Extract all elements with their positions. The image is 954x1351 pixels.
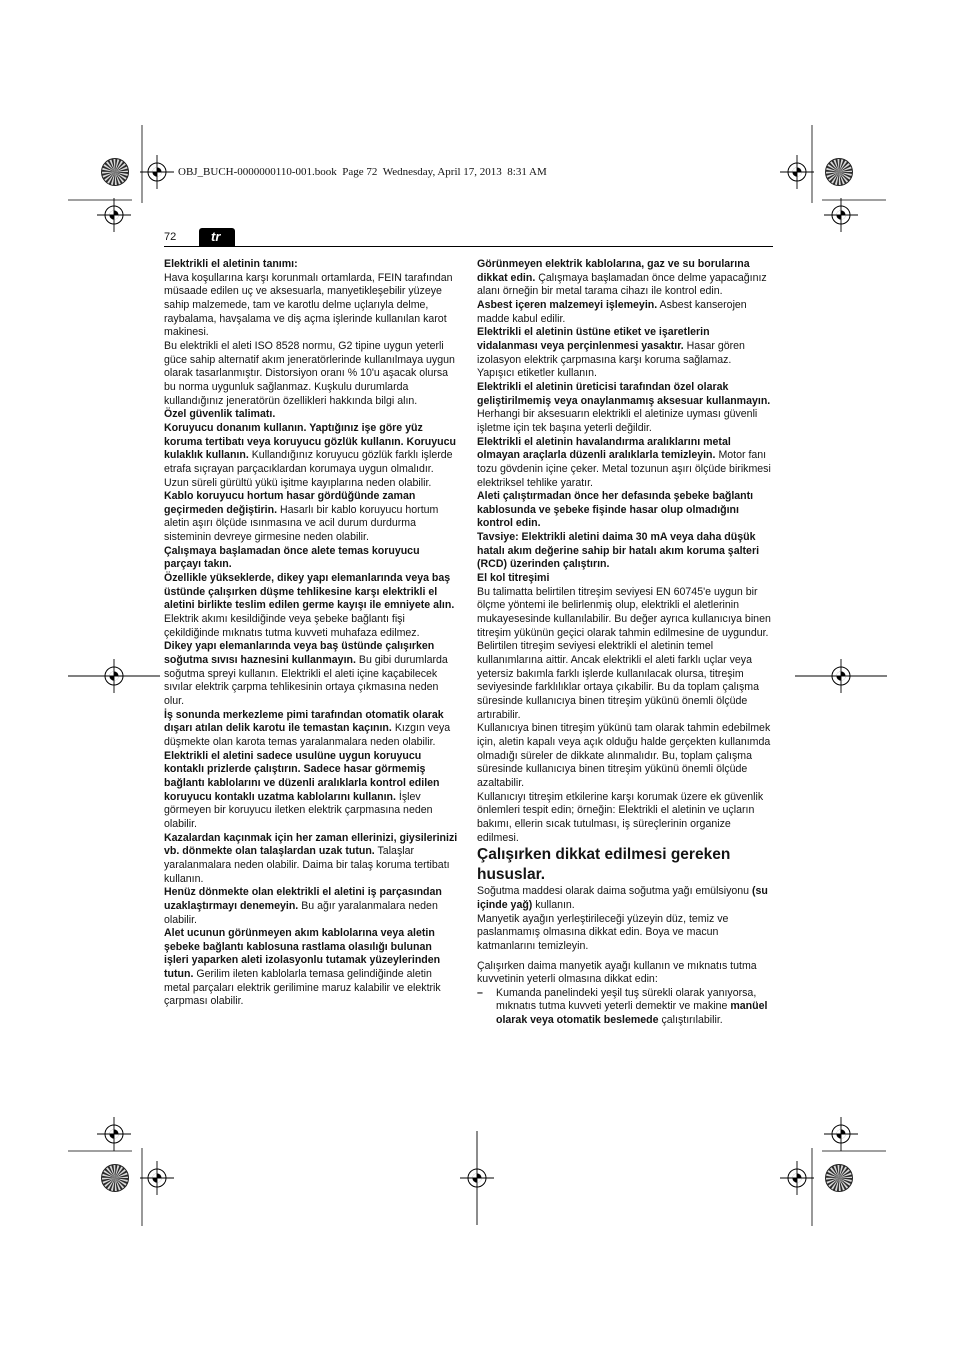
registration-target [97,198,131,232]
paragraph [477,885,771,912]
target-quadrant [109,671,114,676]
list-item-text: Kumanda panelindeki yeşil tuş sürekli olarak yanıyorsa, mıknatıs tutma kuvveti yeterli demektir ve makine [496,986,757,1013]
instruction-bold: Aleti çalıştırmadan önce her defasında şebeke bağlantı kablosunda ve şebeke fişinde hasar olup olmadığını kontrol edin. [477,490,754,530]
target-quadrant [477,1178,482,1183]
paragraph-text: kullanın. [535,898,575,911]
instruction-bold: Alet ucunun görünmeyen akım kablolarına veya aletin şebeke bağlantı kablosuna rastlama olasılığı bulunan işleri yaparken aleti izolasyonlu tutamak yüzeylerinden tutun. [164,927,441,981]
registration-target [824,198,858,232]
instruction-text: Kullandığınız koruyucu gözlük farklı işlerde etrafa sıçrayan parçacıklardan korumaya uygun olmalıdır. Uzun süreli gürültü yükü işitme kayıplarına neden olabilir. [164,449,453,489]
paragraph: Bu talimatta belirtilen titreşim seviyesi EN 60745'e uygun bir ölçme yöntemi ile belirlenmiş olup, elektrikli el aletlerinin mukayesesinde kullanılabilir. Bu değer ayrıca kullanıcıya binen titreşim yükünün geçici olarak tahmin edilmesine de uygundur. [477,585,771,639]
registration-target [140,155,174,189]
instruction-text: Hasarlı bir kablo koruyucu hortum aletin aşırı ölçüde ısınmasına ve acil durum durdurma sisteminin devreye girmesine neden olabilir. [164,503,439,544]
instruction-text: Asbest kanserojen madde kabul edilir. [477,298,747,325]
safety-recommendation [477,531,771,572]
language-badge: tr [199,228,235,246]
registration-target [68,659,160,693]
target-quadrant [114,676,119,681]
safety-instruction [164,886,458,927]
header-rule [164,246,773,247]
target-quadrant [109,1129,114,1134]
instruction-bold: Kazalardan kaçınmak için her zaman ellerinizi, giysilerinizi vb. dönmekte olan talaşlardan uzak tutun. [164,831,458,858]
safety-instruction [164,422,458,490]
paragraph-text: Soğutma maddesi olarak daima soğutma yağı emülsiyonu [477,885,750,898]
section-heading: El kol titreşimi [477,572,550,585]
paragraph: Kullanıcıyı titreşim etkilerine karşı korumak üzere ek güvenlik önlemleri tespit edin; örneğin: Elektrikli el aletinin ve uçların bakımı, ellerin sıcak tutulması, iş süreçlerinin organize edilmesi. [477,790,764,844]
safety-instruction [477,381,771,436]
list-item [477,987,771,1028]
target-quadrant [841,676,846,681]
target-quadrant [841,1134,846,1139]
safety-instruction [477,299,771,326]
safety-instruction [164,709,458,750]
colour-star-mark [102,159,129,186]
safety-instruction [164,750,458,832]
safety-instruction [164,927,458,1009]
instruction-text: Bu gibi durumlarda soğutma spreyi kullanın. Elektrikli el aleti içine kaçabilecek sıvılar elektrik çarpma tehlikesinin ortaya çıkmasına neden olur. [164,654,448,707]
target-quadrant [109,210,114,215]
paragraph: Manyetik ayağın yerleştirileceği yüzeyin düz, temiz ve paslanmamış olmasına dikkat edin. Boya ve macun katmanlarını temizleyin. [477,912,729,952]
registration-target [795,659,887,693]
target-quadrant [157,1178,162,1183]
section-heading: Elektrikli el aletinin tanımı: [164,258,298,270]
target-quadrant [836,671,841,676]
right-column [477,258,771,1028]
target-quadrant [792,167,797,172]
instruction-text: İşlev görmeyen bir koruyucu iletken elektrik çarpmasına neden olabilir. [164,790,433,830]
instruction-bold: Elektrikli el aletinin üstüne etiket ve işaretlerin vidalanması veya perçinlenmesi yasaktır. [477,326,710,352]
safety-instruction [477,436,771,491]
target-quadrant [797,1178,802,1183]
registration-target [97,1117,131,1151]
instruction-text: Elektrik akımı kesildiğinde veya şebeke bağlantı fişi çekildiğinde mıknatıs tutma kuvveti muhafaza edilmez. [164,613,420,639]
safety-instruction [164,832,458,887]
target-quadrant [792,1173,797,1178]
instruction-bold: Koruyucu donanım kullanın. Yaptığınız işe göre yüz koruma tertibatı veya koruyucu gözlük kullanın. Koruyucu kulaklık kullanın. [164,421,456,462]
instruction-text: Bu ağır yaralanmalara neden olabilir. [164,899,438,926]
instruction-text: Hasar gören izolasyon elektrik çarpmasına karşı koruma sağlamaz. Yapışıcı etiketler kullanın. [477,339,745,380]
instruction-bold: Elektrikli el aletini sadece usulüne uygun koruyucu kontaklı prizlerde çalıştırın. Sadece hasar görmemiş bağlantı kablolarını ve düzenli aralıklarla kontrol edilen koruyucu kontaklı uzatma kablolarını kullanın. [164,749,440,803]
target-quadrant [841,215,846,220]
instruction-bold: Görünmeyen elektrik kablolarına, gaz ve su borularına dikkat edin. [477,258,750,284]
registration-target [780,155,814,189]
safety-instruction [164,572,458,640]
instruction-bold: Kablo koruyucu hortum hasar gördüğünde zaman geçirmeden değiştirin. [164,490,416,516]
left-column [164,258,458,1009]
chapter-heading: Çalışırken dikkat edilmesi gereken hususlar. [477,846,731,884]
registration-target [460,1131,494,1225]
instruction-bold: Dikey yapı elemanlarında veya baş üstünde çalışırken soğutma sıvısı haznesini kullanmayın. [164,640,435,667]
target-quadrant [152,167,157,172]
paragraph: Kullanıcıya binen titreşim yükünü tam olarak tahmin edebilmek için, aletin kapalı veya açık olduğu halde gerçekten kullanımda olmadığı süreler de dikkate alınmalıdır. Bu, toplam çalışma süresinde kullanıcıya binen titreşim yükünü önemli ölçüde azaltabilir. [477,722,771,789]
target-quadrant [114,215,119,220]
target-quadrant [157,172,162,177]
instruction-bold: Elektrikli el aletinin havalandırma aralıklarını metal olmayan araçlarla düzenli aralıklarla temizleyin. [477,435,731,462]
list-marker: – [477,986,483,999]
paragraph: Belirtilen titreşim seviyesi elektrikli el aletinin temel kullanımlarına aittir. Ancak elektrikli el aleti farklı uçlar veya yetersiz bakımla farklı işlerde kullanılacak olursa, titreşim seviyesinde farklılıklar ortaya çıkabilir. Bu da toplam çalışma süresinde kullanıcıya binen titreşim yükünü önemli ölçüde artırabilir. [477,640,760,721]
safety-instruction [477,258,771,299]
instruction-text: Çalışmaya başlamadan önce delme yapacağınız alanı örneğin bir metal tarama cihazı ile kontrol edin. [477,271,767,298]
safety-instruction [164,640,458,708]
colour-star-mark [826,1165,853,1192]
instruction-bold: Özellikle yükseklerde, dikey yapı elemanlarında veya baş üstünde çalışırken düşme tehlikesine karşı elektrikli el aletini birlikte teslim edilen germe kayışı ile emniyete alın. [164,572,455,612]
registration-target [824,1117,858,1151]
target-quadrant [836,1129,841,1134]
instruction-text: Gerilim ileten kablolarla temasa gelindiğinde aletin metal parçaları elektrik gerilimine maruz kalabilir ve elektrik çarpması olabilir. [164,968,441,1008]
colour-star-mark [826,159,853,186]
section-heading: Özel güvenlik talimatı. [164,408,276,421]
instruction-bold: Tavsiye: Elektrikli aletini daima 30 mA veya daha düşük hatalı akım değerine sahip bir hatalı akım koruma şalteri (RCD) üzerinden çalıştırın. [477,531,760,571]
target-quadrant [114,1134,119,1139]
paragraph: Bu elektrikli el aleti ISO 8528 normu, G2 tipine uygun yeterli güce sahip alternatif akım jeneratörlerinde kullanılmaya uygun olarak tasarlanmıştır. Distorsiyon oranı % 10'u aşacak olursa bu norma uygunluk sağlanmaz. Kuşkulu durumlarda kullandığınız jeneratörün özellikleri hakkında bilgi alın. [164,339,455,407]
instruction-bold: Çalışmaya başlamadan önce alete temas koruyucu parçayı takın. [164,544,420,571]
safety-instruction [164,490,458,545]
registration-target [780,1161,814,1195]
instruction-bold: Elektrikli el aletinin üreticisi tarafından özel olarak geliştirilmemiş veya onaylanmamış aksesuar kullanmayın. [477,380,771,407]
paragraph: Hava koşullarına karşı korunmalı ortamlarda, FEIN tarafından müsaade edilen uç ve aksesuarla, manyetikleşebilir yüzeye sahip malzemede, tam ve karotlu delme uçlarıyla delme, raybalama, havşalama ve diş açma işlerinde kullanılan karot makinesi. [164,271,453,339]
instruction-bold: Asbest içeren malzemeyi işlemeyin. [477,298,658,311]
registration-target [140,1161,174,1195]
instruction-text: Kızgın veya düşmekte olan karota temas yaralanmalara neden olabilir. [164,722,451,748]
paragraph: Çalışırken daima manyetik ayağı kullanın ve mıknatıs tutma kuvvetinin yeterli olmasına dikkat edin: [477,959,757,986]
colour-star-mark [102,1165,129,1192]
target-quadrant [836,210,841,215]
list-item-text: çalıştırılabilir. [661,1014,723,1027]
instruction-text: Talaşlar yaralanmalara neden olabilir. Daima bir talaş koruma tertibatı kullanın. [164,845,450,885]
safety-instruction [477,326,771,381]
safety-instruction [477,490,771,531]
target-quadrant [152,1173,157,1178]
instruction-text: Herhangi bir aksesuarın elektrikli el aletinize uyması güvenli işletme için tek başına yeterli değildir. [477,408,758,434]
target-quadrant [797,172,802,177]
page-number: 72 [164,231,177,243]
paragraph-bold: (su içinde yağ) [477,885,768,911]
instruction-text: Motor fanı tozu gövdenin içine çeker. Metal tozunun aşırı ölçüde birikmesi elektriksel tehlike yaratır. [477,449,771,489]
instruction-bold: Henüz dönmekte olan elektrikli el aletini iş parçasından uzaklaştırmayı denemeyin. [164,886,442,912]
instruction-bold: İş sonunda merkezleme pimi tarafından otomatik olarak dışarı atılan delik karotu ile temastan kaçının. [164,708,444,735]
safety-instruction [164,545,458,572]
list-item-bold: manüel olarak veya otomatik beslemede [496,1000,768,1027]
target-quadrant [472,1173,477,1178]
book-file-info: OBJ_BUCH-0000000110-001.book Page 72 Wednesday, April 17, 2013 8:31 AM [178,166,547,178]
